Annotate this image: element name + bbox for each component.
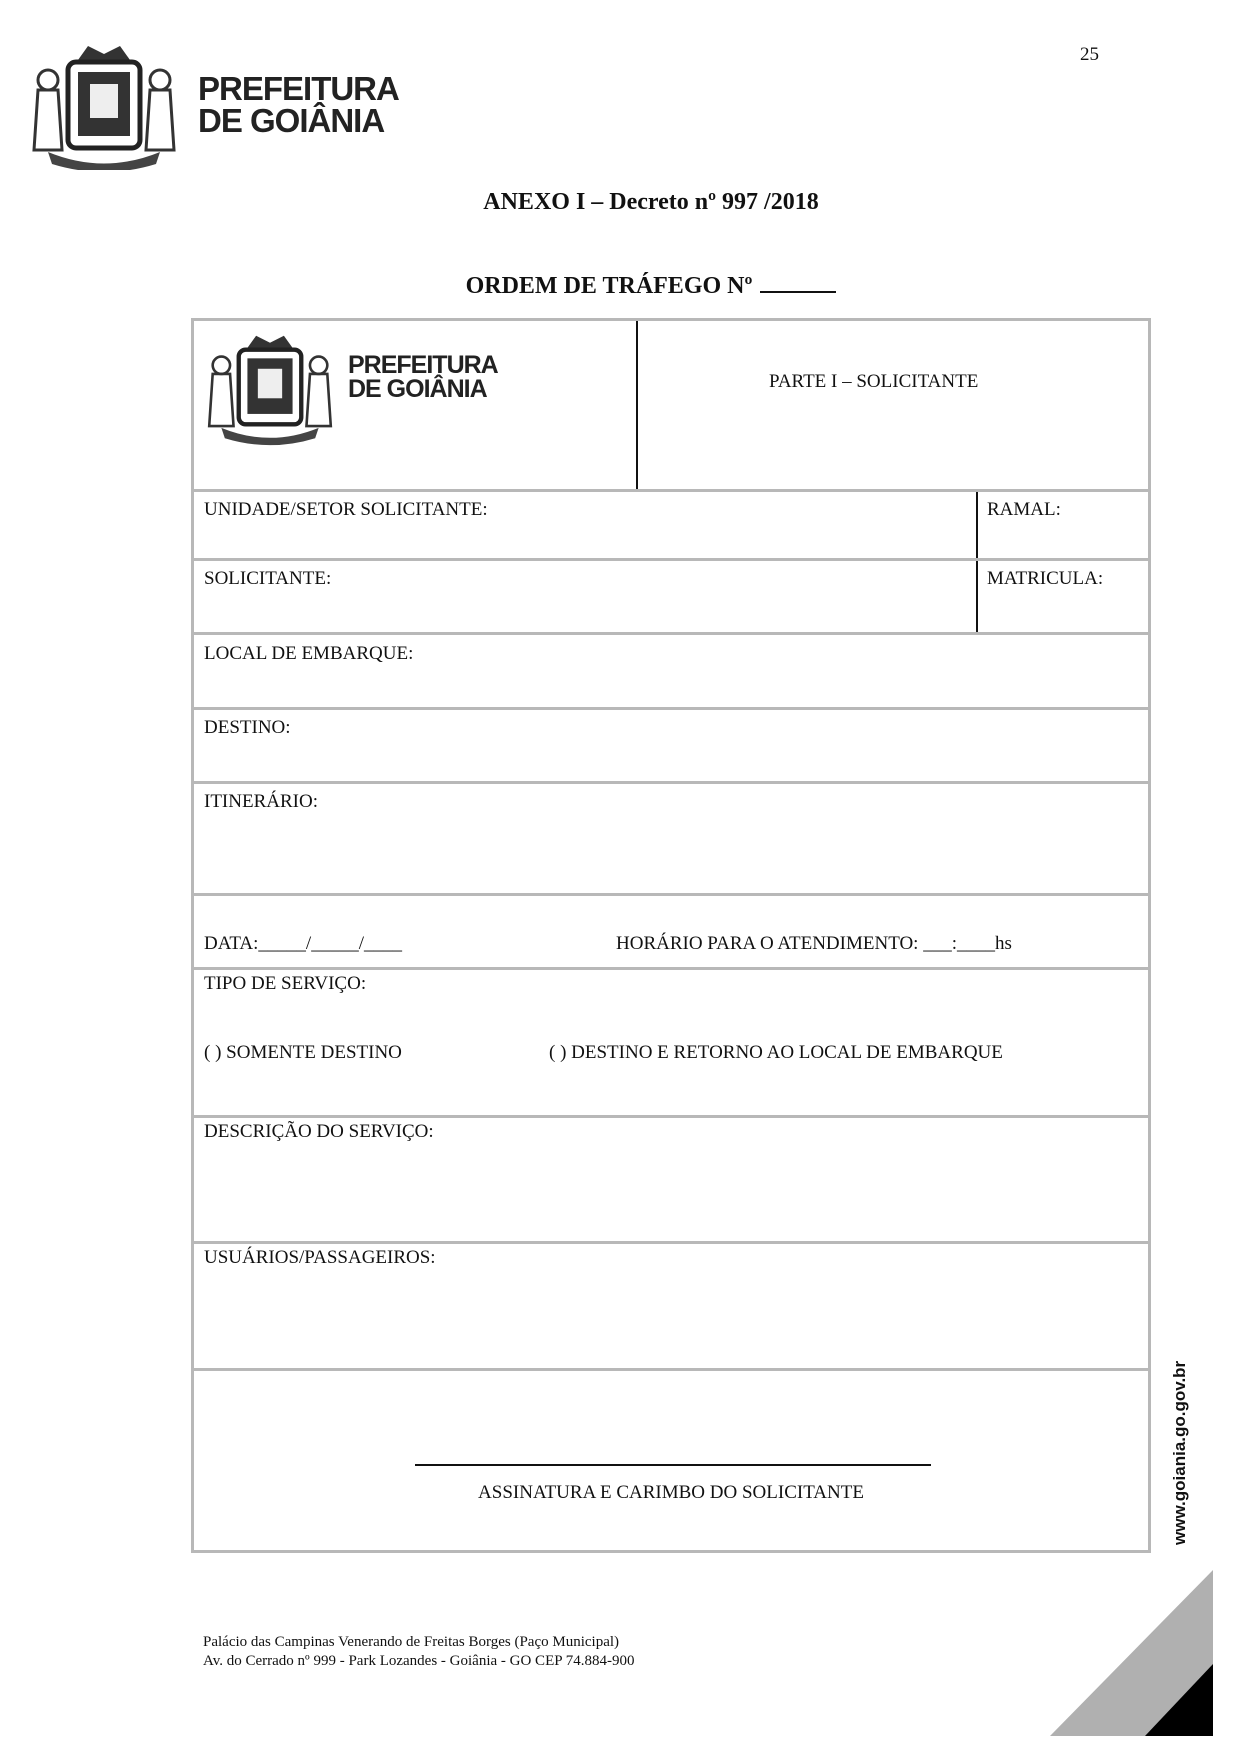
option-round-trip[interactable]: ( ) DESTINO E RETORNO AO LOCAL DE EMBARQUE: [549, 1042, 1003, 1063]
row-divider: [194, 781, 1148, 784]
signature-line[interactable]: [415, 1464, 931, 1466]
coat-of-arms-icon: [204, 327, 336, 447]
row-divider: [194, 967, 1148, 970]
signature-label: ASSINATURA E CARIMBO DO SOLICITANTE: [478, 1482, 864, 1503]
header-divider: [636, 321, 638, 489]
unit-label[interactable]: UNIDADE/SETOR SOLICITANTE:: [204, 499, 488, 520]
field-divider: [976, 492, 978, 632]
corner-decoration: [1040, 1570, 1240, 1754]
logo-line2: DE GOIÂNIA: [198, 102, 385, 139]
requester-label[interactable]: SOLICITANTE:: [204, 568, 332, 589]
time-field[interactable]: HORÁRIO PARA O ATENDIMENTO: ___:____hs: [616, 933, 1012, 954]
form-logo-line2: DE GOIÂNIA: [348, 375, 487, 403]
option-one-way[interactable]: ( ) SOMENTE DESTINO: [204, 1042, 402, 1063]
date-field[interactable]: DATA:_____/_____/____: [204, 933, 402, 954]
registration-label[interactable]: MATRICULA:: [987, 568, 1104, 589]
traffic-order-form: [191, 318, 1151, 1553]
description-label[interactable]: DESCRIÇÃO DO SERVIÇO:: [204, 1121, 434, 1142]
part-title: PARTE I – SOLICITANTE: [769, 371, 979, 392]
passengers-label[interactable]: USUÁRIOS/PASSAGEIROS:: [204, 1247, 436, 1268]
row-divider: [194, 1115, 1148, 1118]
side-url: www.goiania.go.gov.br: [1170, 1360, 1189, 1545]
footer-address-line1: Palácio das Campinas Venerando de Freitas Borges (Paço Municipal): [203, 1634, 620, 1650]
page-number: 25: [1080, 44, 1099, 65]
logo-line1: PREFEITURA: [198, 69, 399, 107]
order-number-blank[interactable]: [760, 273, 836, 293]
order-title-text: ORDEM DE TRÁFEGO Nº: [465, 273, 753, 299]
order-title: [0, 273, 1240, 300]
row-divider: [194, 489, 1148, 492]
row-divider: [194, 707, 1148, 710]
prefeitura-logo: [28, 40, 399, 170]
row-divider: [194, 1368, 1148, 1371]
boarding-label[interactable]: LOCAL DE EMBARQUE:: [204, 643, 414, 664]
row-divider: [194, 893, 1148, 896]
row-divider: [194, 1241, 1148, 1244]
footer-address-line2: Av. do Cerrado nº 999 - Park Lozandes - Goiânia - GO CEP 74.884-900: [203, 1653, 635, 1669]
form-logo-line1: PREFEITURA: [348, 350, 498, 379]
row-divider: [194, 632, 1148, 635]
destination-label[interactable]: DESTINO:: [204, 717, 291, 738]
itinerary-label[interactable]: ITINERÁRIO:: [204, 791, 318, 812]
form-logo: [204, 327, 498, 447]
row-divider: [194, 558, 1148, 561]
extension-label[interactable]: RAMAL:: [987, 499, 1061, 520]
coat-of-arms-icon: [28, 40, 180, 170]
annex-title: ANEXO I – Decreto nº 997 /2018: [483, 189, 819, 215]
service-type-label: TIPO DE SERVIÇO:: [204, 973, 367, 994]
